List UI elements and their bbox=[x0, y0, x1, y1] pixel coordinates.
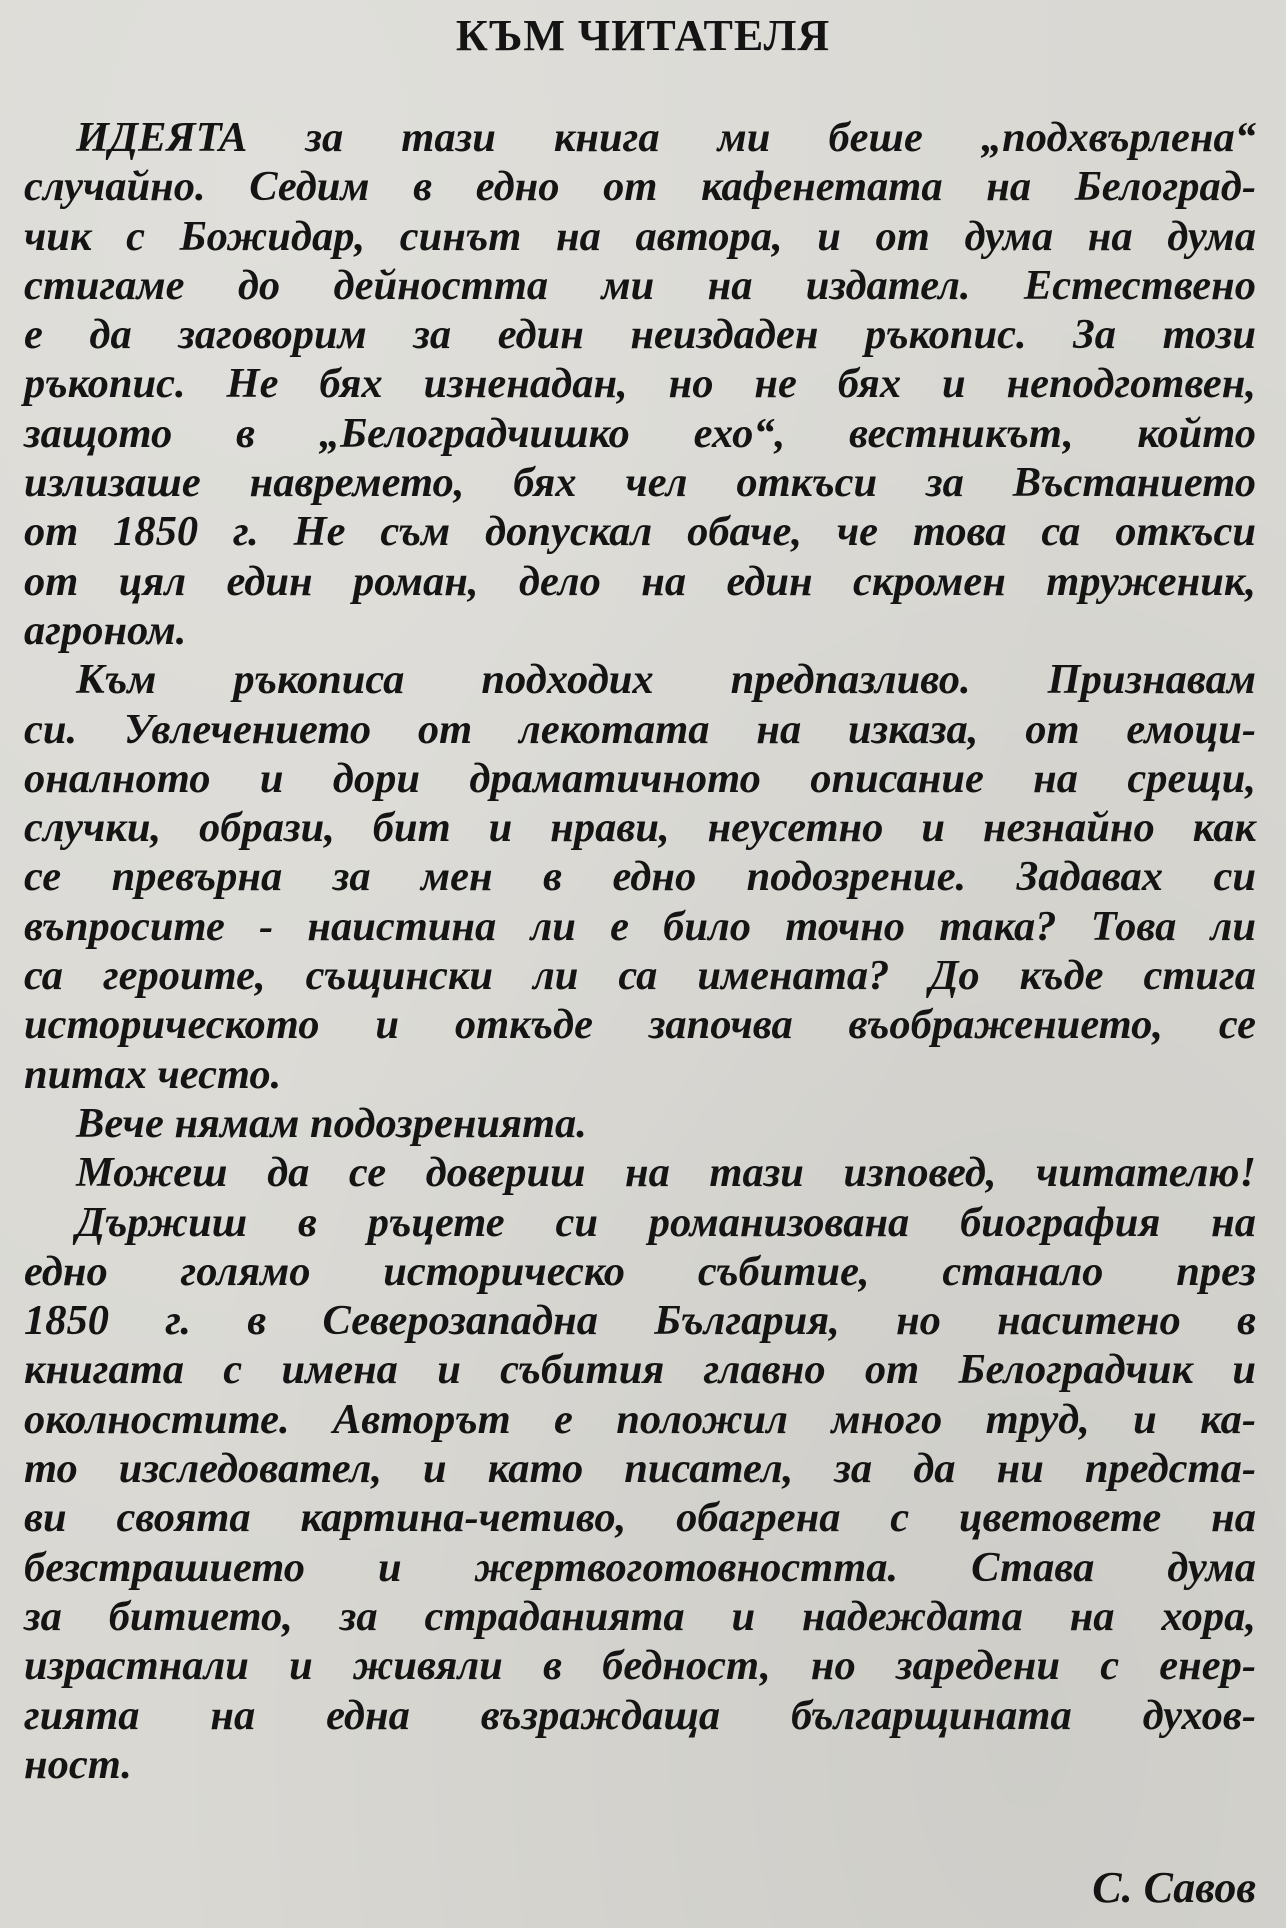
text-line: са героите, същински ли са имената? До къде стига bbox=[24, 952, 1256, 1000]
text-line: книгата с имена и събития главно от Белоградчик и bbox=[24, 1346, 1256, 1394]
text-line: питах често. bbox=[24, 1050, 282, 1098]
text-line: околностите. Авторът е положил много труд, и ка- bbox=[24, 1395, 1256, 1443]
text-line: за битието, за страданията и надеждата на хора, bbox=[24, 1592, 1256, 1640]
text-line: Държиш в ръцете си романизована биография на bbox=[76, 1198, 1256, 1246]
text-line: ви своята картина-четиво, обагрена с цветовете на bbox=[24, 1494, 1256, 1542]
paragraph-4 bbox=[24, 1148, 1256, 1789]
author-signature: С. Савов bbox=[1092, 1863, 1256, 1912]
text-line: случки, образи, бит и нрави, неусетно и незнайно как bbox=[24, 804, 1256, 852]
paragraph-2 bbox=[24, 655, 1256, 1099]
text-line: ИДЕЯТА за тази книга ми беше „подхвърлена“ bbox=[76, 114, 1256, 161]
text-line: гията на една възраждаща българщината духов- bbox=[24, 1691, 1256, 1739]
text-line: Можеш да се довериш на тази изповед, читателю! bbox=[76, 1149, 1256, 1197]
text-line: ност. bbox=[24, 1740, 132, 1788]
text-line: оналното и дори драматичното описание на срещи, bbox=[24, 754, 1256, 802]
text-line: ръкопис. Не бях изненадан, но не бях и неподготвен, bbox=[24, 360, 1256, 408]
text-line: израстнали и живяли в бедност, но заредени с енер- bbox=[24, 1642, 1256, 1690]
text-line: то изследовател, и като писател, за да ни предста- bbox=[24, 1445, 1256, 1493]
page-title: КЪМ ЧИТАТЕЛЯ bbox=[455, 11, 831, 60]
text-line: стигаме до дейността ми на издател. Естествено bbox=[24, 261, 1256, 309]
text-line: си. Увлечението от лекотата на изказа, от емоци- bbox=[24, 705, 1256, 753]
text-line: Вече нямам подозренията. bbox=[76, 1099, 587, 1147]
text-line: се превърна за мен в едно подозрение. Задавах си bbox=[24, 853, 1256, 901]
text-line: от 1850 г. Не съм допускал обаче, че това са откъси bbox=[24, 508, 1256, 556]
text-line: въпросите - наистина ли е било точно така? Това ли bbox=[24, 902, 1256, 950]
text-line: безстрашието и жертвоготовността. Става дума bbox=[24, 1543, 1256, 1591]
body-text bbox=[24, 113, 1256, 1789]
paragraph-1 bbox=[24, 113, 1256, 655]
text-line: 1850 г. в Северозападна България, но наситено в bbox=[24, 1297, 1256, 1345]
text-line: едно голямо историческо събитие, станало през bbox=[24, 1247, 1256, 1295]
text-line: Към ръкописа подходих предпазливо. Признавам bbox=[76, 656, 1256, 704]
text-line: излизаше навремето, бях чел откъси за Въстанието bbox=[24, 459, 1256, 507]
text-line: от цял един роман, дело на един скромен труженик, bbox=[24, 557, 1256, 605]
text-line: агроном. bbox=[24, 606, 187, 654]
text-line: случайно. Седим в едно от кафенетата на Белоград- bbox=[24, 163, 1256, 211]
text-line: защото в „Белоградчишко ехо“, вестникът, който bbox=[24, 409, 1256, 457]
paragraph-3 bbox=[24, 1099, 1256, 1148]
text-line: чик с Божидар, синът на автора, и от дума на дума bbox=[24, 212, 1256, 260]
text-line: историческото и откъде започва въображението, се bbox=[24, 1001, 1256, 1049]
text-line: е да заговорим за един неиздаден ръкопис. За този bbox=[24, 311, 1256, 359]
